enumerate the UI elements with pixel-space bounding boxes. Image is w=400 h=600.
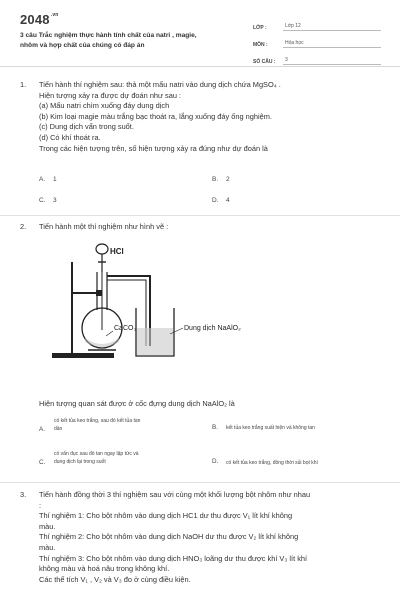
question-line: không màu và hoá nâu trong không khí. xyxy=(39,564,170,574)
meta-key: LỚP : xyxy=(253,25,267,31)
question-1 xyxy=(20,80,390,180)
option-text: kết tủa keo trắng xuất hiện và không tan xyxy=(226,425,315,431)
option-text: dung dịch lại trong suốt xyxy=(54,458,106,465)
question-line: (d) Có khí thoát ra. xyxy=(39,132,101,142)
answer-option-d[interactable] xyxy=(212,197,230,204)
answer-option-d[interactable] xyxy=(226,460,391,468)
question-2 xyxy=(20,222,390,234)
meta-value: 3 xyxy=(283,57,381,65)
meta-panel xyxy=(253,14,381,65)
question-line: Các thể tích V₁ , V₂ và V₃ đo ở cùng điều kiện. xyxy=(39,574,191,584)
option-text: có vẩn đục sau đó tan ngay lập tức và xyxy=(54,451,139,457)
question-line: màu. xyxy=(39,521,56,531)
question-line: Thí nghiệm 3: Cho bột nhôm vào dung dịch HNO₃ loãng dư thu được khí V₃ lít khí xyxy=(39,553,308,563)
answer-option-b[interactable] xyxy=(226,425,386,433)
question-number: 1. xyxy=(20,80,27,89)
question-line: màu. xyxy=(39,542,56,552)
header-divider xyxy=(0,66,400,67)
title-line: nhôm và hợp chất của chúng có đáp án xyxy=(20,41,145,49)
site-logo[interactable]: $2048^{.vn}$ xyxy=(20,12,59,27)
answer-option-c[interactable] xyxy=(54,451,204,466)
meta-key: MÔN : xyxy=(253,42,268,48)
answer-option-a[interactable] xyxy=(39,176,57,183)
answer-option-a[interactable] xyxy=(54,418,204,433)
question-body xyxy=(39,80,281,154)
question-line: (c) Dung dịch vẩn trong suốt. xyxy=(39,122,134,132)
meta-row-subject xyxy=(253,31,381,48)
option-text: có kết tủa keo trắng, đồng thời sủi bọt khí xyxy=(226,460,318,466)
meta-value: Hóa học xyxy=(283,40,381,48)
option-letter: A. xyxy=(39,176,46,183)
meta-key: SỐ CÂU : xyxy=(253,59,276,65)
naalo2-label: Dung dịch NaAlO₂ xyxy=(184,325,241,332)
question-line: (a) Mẩu natri chìm xuống đáy dung dịch xyxy=(39,101,170,111)
answer-option-b[interactable] xyxy=(212,176,230,183)
option-letter: D. xyxy=(212,197,219,204)
option-letter: C. xyxy=(39,459,46,466)
question-line: Hiện tượng xảy ra được dự đoán như sau : xyxy=(39,90,182,100)
meta-value: Lớp 12 xyxy=(283,23,381,31)
question-body xyxy=(39,490,310,585)
option-text: có kết tủa keo trắng, sau đó kết tủa tan xyxy=(54,418,141,424)
page-title xyxy=(20,31,235,50)
option-text: 1 xyxy=(53,176,57,183)
question-3 xyxy=(20,490,392,600)
option-letter: A. xyxy=(39,426,45,433)
question-divider xyxy=(0,482,400,483)
question-line: Tiến hành một thí nghiệm như hình vẽ : xyxy=(39,222,169,231)
option-letter: D. xyxy=(212,458,219,465)
caco3-label: CaCO₃ xyxy=(114,325,137,332)
answer-option-c[interactable] xyxy=(39,197,57,204)
question-line: Tiến hành đồng thời 3 thí nghiệm sau với cùng một khối lượng bột nhôm như nhau xyxy=(39,490,311,499)
question-2-prompt xyxy=(20,399,390,411)
question-line: : xyxy=(39,500,42,510)
option-text: 3 xyxy=(53,197,57,204)
question-number: 2. xyxy=(20,222,27,231)
meta-row-class xyxy=(253,14,381,31)
option-text: 2 xyxy=(226,176,230,183)
option-letter: B. xyxy=(212,176,219,183)
question-line: Hiện tượng quan sát được ở cốc đựng dung dịch NaAlO₂ là xyxy=(39,399,235,408)
question-line: Tiến hành thí nghiệm sau: thả một mẩu natri vào dung dịch chứa MgSO₄ . xyxy=(39,80,281,89)
option-letter: B. xyxy=(212,424,218,431)
question-line: Thí nghiệm 2: Cho bột nhôm vào dung dịch NaOH dư thu được V₂ lít khí không xyxy=(39,532,299,542)
option-letter: C. xyxy=(39,197,46,204)
lab-apparatus-figure xyxy=(38,238,308,368)
question-line: (b) Kim loại magie màu trắng bạc thoát ra, lắng xuống đáy ống nghiệm. xyxy=(39,111,272,121)
question-line: Trong các hiện tượng trên, số hiện tượng xảy ra đúng như dự đoán là xyxy=(39,143,268,153)
question-divider xyxy=(0,215,400,216)
meta-row-count xyxy=(253,48,381,65)
question-number: 3. xyxy=(20,490,27,499)
question-line: Thí nghiệm 1: Cho bột nhôm vào dung dịch HC1 dư thu được V₁ lít khí không xyxy=(39,511,293,521)
option-text: dần xyxy=(54,425,63,432)
option-text: 4 xyxy=(226,197,230,204)
title-line: 3 câu Trắc nghiệm thực hành tính chất của natri , magie, xyxy=(20,32,197,39)
hcl-label: HCl xyxy=(110,247,124,256)
